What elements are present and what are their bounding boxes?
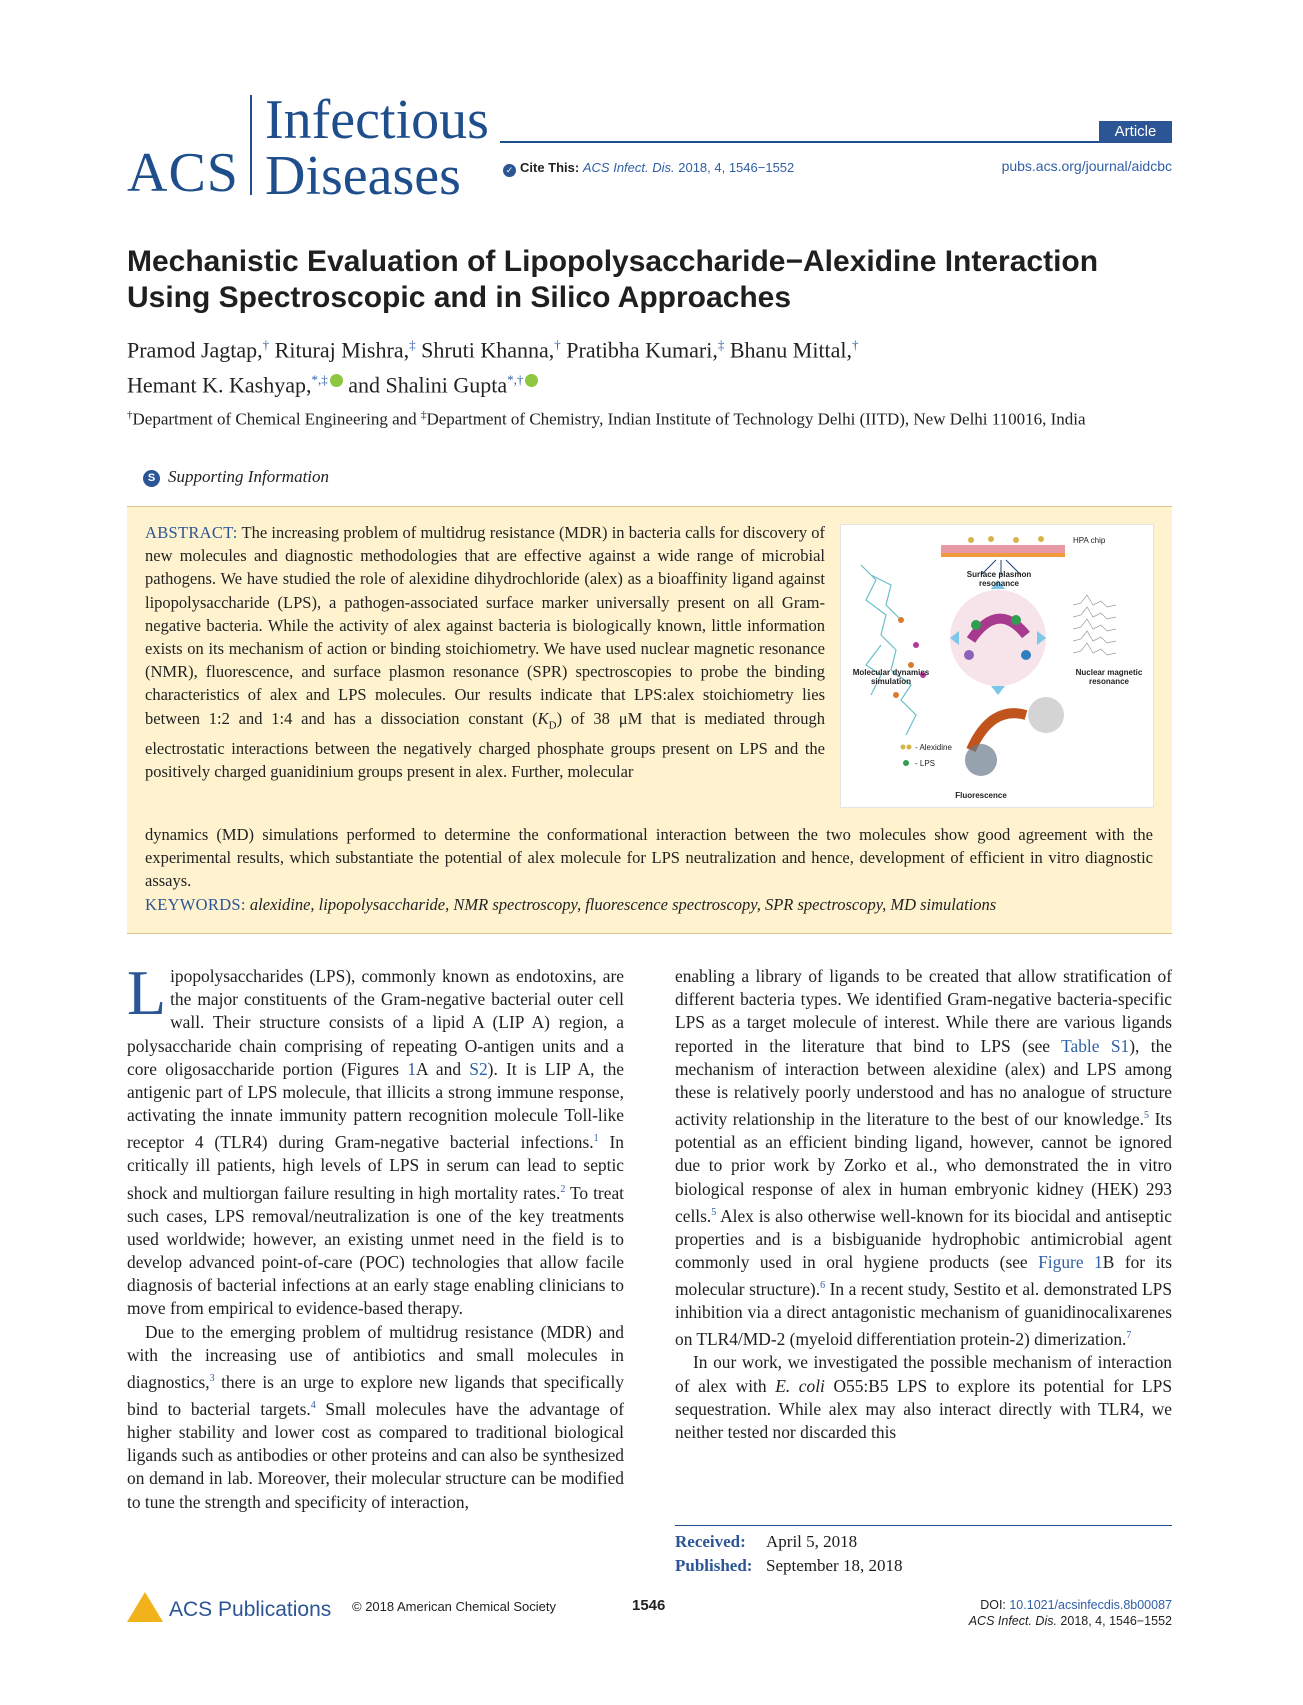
body-text: O55:B5 LPS to explore its potential for LPS sequestration. While alex may also interact directly with TLR4, we neither tested nor discarded this: [675, 1375, 1172, 1443]
author-name[interactable]: Rituraj Mishra,: [274, 337, 410, 363]
affil-text: Department of Chemistry, Indian Institute of Technology Delhi (IITD), New Delhi 110016, India: [426, 409, 1086, 429]
reference-link[interactable]: 6: [820, 1280, 826, 1292]
reference-link[interactable]: 4: [310, 1400, 316, 1412]
abstract-body: ) of 38 μM that is mediated through electrostatic interactions between the negatively charged phosphate groups present on LPS and the positively charged guanidinium groups present in alex. Further, molecular: [145, 708, 825, 782]
author-affil-mark: †: [554, 337, 561, 352]
header-rule: [500, 141, 1172, 143]
author-name[interactable]: Pramod Jagtap,: [127, 337, 263, 363]
body-left-column: [127, 957, 624, 1514]
supporting-info-link[interactable]: [143, 467, 329, 487]
reference-link[interactable]: 1: [593, 1133, 599, 1145]
reference-link[interactable]: 2: [560, 1183, 566, 1195]
doi-block: [900, 1597, 1172, 1629]
author-name[interactable]: Bhanu Mittal,: [729, 337, 853, 363]
citation-details: 2018, 4, 1546−1552: [1056, 1614, 1172, 1628]
body-text: ). It is LIP A, the antigenic part of LPS molecule, that illicits a strong immune response, activating the innate immunity pattern recognition molecule Toll-like receptor 4 (TLR4) during Gram-negative bacterial infections.: [127, 1058, 624, 1153]
abstract-label: ABSTRACT:: [145, 523, 238, 542]
center-circle-shape: [950, 590, 1046, 686]
body-text: In a recent study, Sestito et al. demonstrated LPS inhibition via a direct antagonistic mechanism of guanidinocalixarenes on TLR4/MD-2 (myeloid differentiation protein-2) dimerization.: [675, 1279, 1172, 1350]
check-circle-icon: ✓: [503, 164, 516, 177]
md-molecule-shape: [861, 565, 916, 735]
affil-text: Department of Chemical Engineering and: [132, 409, 421, 429]
author-name[interactable]: Pratibha Kumari,: [566, 337, 718, 363]
paper-title: Mechanistic Evaluation of Lipopolysaccharide−Alexidine Interaction Using Spectroscopic and in Silico Approaches: [127, 245, 1099, 314]
body-text: ipopolysaccharides (LPS), commonly known as endotoxins, are the major constituents of the Gram-negative bacterial outer cell wall. Their structure consists of a lipid A (LIP A) region, a polysaccharide chain comprising of repeating O-antigen units and a core oligosaccharide portion (Figures: [127, 966, 624, 1079]
body-text: enabling a library of ligands to be created that allow stratification of different bacteria types. We identified Gram-negative bacteria-specific LPS as a target molecule of interest. While there are various ligands reported in the literature that bind to LPS (see: [675, 966, 1172, 1056]
kd-symbol: K: [537, 708, 549, 728]
author-affil-mark: *,†: [507, 372, 524, 388]
body-paragraph: [127, 957, 624, 1321]
body-right-column: [675, 965, 1172, 1444]
body-text: B for its molecular structure).: [675, 1252, 1173, 1300]
author-line-2: [127, 365, 1177, 400]
author-affil-mark: †: [262, 337, 270, 352]
species-name: E. coli: [775, 1375, 825, 1396]
figure-link[interactable]: 1: [407, 1058, 417, 1079]
received-label: Received:: [675, 1532, 746, 1551]
reference-link[interactable]: 5: [711, 1206, 717, 1218]
body-text: there is an urge to explore new ligands that specifically bind to bacterial targets.: [127, 1371, 624, 1419]
reference-link[interactable]: 5: [1143, 1110, 1149, 1122]
doi-link[interactable]: 10.1021/acsinfecdis.8b00087: [1009, 1598, 1172, 1612]
logo-divider: [250, 95, 252, 195]
copyright: © 2018 American Chemical Society: [352, 1599, 556, 1614]
article-type-badge: Article: [1099, 121, 1172, 143]
affiliations: [127, 404, 1177, 431]
hpa-chip-label: HPA chip: [1073, 536, 1106, 545]
publisher-logo[interactable]: [127, 1592, 331, 1622]
cite-this[interactable]: [503, 160, 794, 177]
author-affil-mark: ‡: [717, 337, 725, 352]
body-paragraph: [675, 965, 1172, 1351]
cite-details[interactable]: 2018, 4, 1546−1552: [678, 160, 795, 175]
supporting-info-icon: S: [143, 470, 160, 487]
author-affil-mark: †: [852, 337, 859, 352]
body-paragraph: [675, 1351, 1172, 1444]
journal-name-line2: Diseases: [265, 145, 461, 207]
affil-mark: ‡: [420, 409, 427, 421]
body-text: ), the mechanism of interaction between alexidine (alex) and LPS among these is relatively poorly understood and has no analogue of structure activity relationship in the literature to the best of our knowledge.: [675, 1035, 1172, 1130]
body-text: To treat such cases, LPS removal/neutralization is one of the key treatments used worldwide; however, an existing unmet need in the field is to develop advanced point-of-care (POC) technologies that allow facile diagnosis of bacterial infections at an early stage enabling clinicians to move from empirical to evidence-based therapy.: [127, 1182, 624, 1319]
body-text: In our work, we investigated the possible mechanism of interaction of alex with: [675, 1352, 1172, 1396]
figure-link[interactable]: Figure 1: [1038, 1252, 1103, 1273]
body-text: In critically ill patients, high levels of LPS in serum can lead to septic shock and multiorgan failure resulting in high mortality rates.: [127, 1132, 624, 1203]
author-line-1: [127, 330, 1177, 365]
keywords: [145, 895, 1153, 915]
supporting-info-label: Supporting Information: [168, 467, 330, 486]
keywords-label: KEYWORDS:: [145, 895, 246, 914]
body-text: Due to the emerging problem of multidrug resistance (MDR) and with the increasing use of antibiotics and small molecules in diagnostics,: [127, 1321, 624, 1392]
toc-illustration: [841, 525, 1153, 807]
author-name[interactable]: Hemant K. Kashyap,: [127, 372, 312, 398]
journal-url[interactable]: pubs.acs.org/journal/aidcbc: [1001, 158, 1172, 174]
reference-link[interactable]: 7: [1126, 1330, 1132, 1342]
author-affil-mark: ‡: [409, 337, 416, 352]
author-affil-mark: *,‡: [311, 372, 328, 388]
acs-logo-icon: [127, 1592, 163, 1622]
published-date: September 18, 2018: [766, 1556, 903, 1575]
body-paragraph: [127, 1321, 624, 1514]
toc-graphic: [840, 524, 1154, 808]
author-list: [127, 330, 1177, 401]
published-label: Published:: [675, 1556, 753, 1575]
doi-label: DOI:: [980, 1598, 1010, 1612]
received-date: April 5, 2018: [766, 1532, 858, 1551]
publisher-name: ACS Publications: [169, 1598, 332, 1621]
abstract-text: [145, 521, 825, 784]
fluorescence-aggregate-shape: [965, 744, 997, 776]
reference-link[interactable]: 3: [209, 1373, 215, 1385]
keywords-list: alexidine, lipopolysaccharide, NMR spectroscopy, fluorescence spectroscopy, SPR spectroscopy, MD simulations: [249, 895, 997, 914]
fluorescence-label: Fluorescence: [955, 791, 1007, 800]
kd-subscript: D: [548, 718, 557, 731]
drop-cap: L: [127, 957, 167, 1028]
abstract-body: The increasing problem of multidrug resistance (MDR) in bacteria calls for discovery of new molecules and diagnostic methodologies that are effective against a wide range of microbial pathogens. We have studied the role of alexidine dihydrochloride (alex) as a bioaffinity ligand against lipopolysaccharide (LPS), a pathogen-associated surface marker universally present on all Gram-negative bacteria. While the activity of alex against bacteria is biologically known, little information exists on its mechanism of action or binding stoichiometry. We have used nuclear magnetic resonance (NMR), fluorescence, and surface plasmon resonance (SPR) spectroscopies to probe the binding characteristics of alex and LPS molecules. Our results indicate that LPS:alex stoichiometry lies between 1:2 and 1:4 and has a dissociation constant (: [145, 523, 826, 728]
publication-dates: [675, 1530, 902, 1578]
body-text: Its potential as an efficient binding ligand, however, cannot be ignored due to prior work by Zorko et al., who demonstrated the in vitro biological response of alex in human embryonic kidney (HEK) 293 cells.: [675, 1109, 1172, 1226]
cite-label: Cite This:: [520, 160, 580, 175]
abstract-text-continued: dynamics (MD) simulations performed to determine the conformational interaction between the two molecules show good agreement with the experimental results, which substantiate the potential of alex molecule for LPS neutralization and hence, development of efficient in vitro diagnostic assays.: [145, 825, 1153, 891]
nmr-spectrum-shape: [1073, 595, 1116, 655]
table-link[interactable]: Table S1: [1061, 1035, 1130, 1056]
figure-link[interactable]: S2: [469, 1058, 488, 1079]
spr-label: Surface plasmon resonance: [966, 570, 1032, 588]
legend-alexidine: - Alexidine: [915, 743, 952, 752]
spr-chip-base: [941, 553, 1065, 557]
body-text: Alex is also otherwise well-known for its biocidal and antiseptic properties and is a bisbiguanide hydrophobic antimicrobial agent commonly used in oral hygiene products (see: [675, 1205, 1172, 1273]
orcid-icon[interactable]: [525, 374, 538, 387]
citation-journal: ACS Infect. Dis.: [968, 1614, 1057, 1628]
spr-chip-shape: [941, 545, 1065, 553]
body-text: A and: [416, 1058, 470, 1079]
received-rule: [675, 1525, 1172, 1526]
page-number: 1546: [632, 1597, 666, 1614]
orcid-icon[interactable]: [330, 374, 343, 387]
journal-name-line1: Infectious: [265, 89, 489, 151]
md-label: Molecular dynamics simulation: [852, 668, 930, 686]
body-text: Small molecules have the advantage of higher stability and lower cost as compared to traditional biological ligands such as antibodies or other proteins and can also be synthesized on demand in lab. Moreover, their molecular structure can be modified to tune the strength and specificity of interaction,: [127, 1398, 624, 1512]
nmr-label: Nuclear magnetic resonance: [1075, 668, 1143, 686]
author-name[interactable]: and Shalini Gupta: [348, 372, 508, 398]
cite-journal[interactable]: ACS Infect. Dis.: [582, 160, 675, 175]
legend-lps: - LPS: [915, 759, 936, 768]
author-name[interactable]: Shruti Khanna,: [421, 337, 555, 363]
journal-brand: ACS: [127, 142, 239, 204]
affil-mark: †: [127, 409, 133, 421]
